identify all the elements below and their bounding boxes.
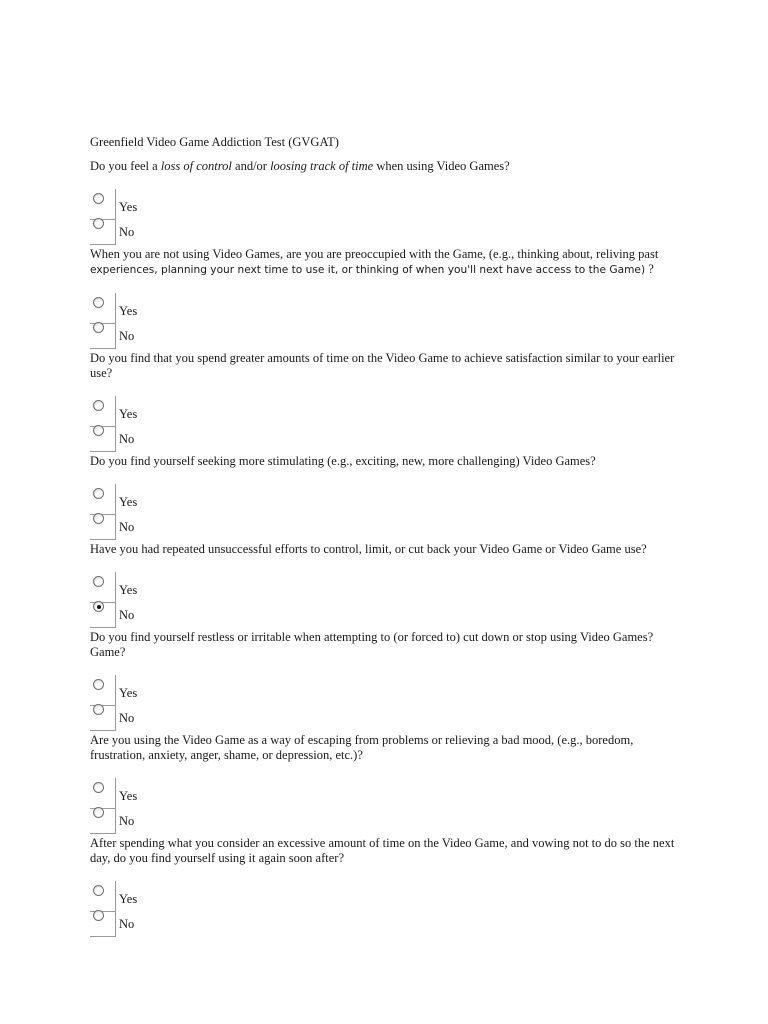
option-label: Yes <box>119 304 138 318</box>
radio-yes-button[interactable] <box>93 488 104 499</box>
radio-no-button[interactable] <box>93 322 104 333</box>
radio-yes-button[interactable] <box>93 576 104 587</box>
question-text <box>90 351 680 381</box>
question-fragment: experiences, planning your next time to use it, or thinking of when you'll next have access to the Game) <box>90 264 646 276</box>
option-no <box>90 429 680 454</box>
option-label: Yes <box>119 686 138 700</box>
option-yes <box>90 580 680 605</box>
option-label: No <box>119 814 135 828</box>
question-text <box>90 630 680 660</box>
question-list <box>90 159 680 939</box>
question-text <box>90 836 680 866</box>
option-yes <box>90 889 680 914</box>
option-label: Yes <box>119 583 138 597</box>
option-no <box>90 517 680 542</box>
option-no <box>90 222 680 247</box>
question-text <box>90 454 680 469</box>
question-fragment: After spending what you consider an excessive amount of time on the Video Game, and vowing not to do so the next day, do you find yourself using it again soon after? <box>90 836 675 865</box>
question-fragment: Are you using the Video Game as a way of escaping from problems or relieving a bad mood, (e.g., boredom, frustration, anxiety, anger, shame, or depression, etc.)? <box>90 733 634 762</box>
option-label: Yes <box>119 200 138 214</box>
answer-options <box>90 197 680 247</box>
radio-cell <box>90 906 116 937</box>
question-block <box>90 351 680 454</box>
option-label: Yes <box>119 892 138 906</box>
option-yes <box>90 404 680 429</box>
question-fragment: when using Video Games? <box>373 159 510 173</box>
question-text <box>90 159 680 174</box>
survey-page <box>90 135 680 939</box>
radio-cell <box>90 803 116 834</box>
question-fragment: When you are not using Video Games, are you are preoccupied with the Game, (e.g., thinking about, reliving past <box>90 247 659 261</box>
question-fragment: Do you find yourself seeking more stimulating (e.g., exciting, new, more challenging) Video Games? <box>90 454 596 468</box>
option-yes <box>90 197 680 222</box>
option-no <box>90 811 680 836</box>
option-label: No <box>119 711 135 725</box>
answer-options <box>90 492 680 542</box>
radio-yes-button[interactable] <box>93 400 104 411</box>
question-text <box>90 247 680 278</box>
option-label: Yes <box>119 495 138 509</box>
answer-options <box>90 683 680 733</box>
option-yes <box>90 492 680 517</box>
question-text <box>90 733 680 763</box>
radio-yes-button[interactable] <box>93 782 104 793</box>
option-label: No <box>119 608 135 622</box>
question-fragment: Do you feel a <box>90 159 161 173</box>
radio-cell <box>90 700 116 731</box>
question-text <box>90 542 680 557</box>
question-block <box>90 247 680 351</box>
option-label: No <box>119 329 135 343</box>
page-title: Greenfield Video Game Addiction Test (GVGAT) <box>90 135 339 149</box>
question-block <box>90 454 680 542</box>
radio-no-button[interactable] <box>93 601 104 612</box>
radio-yes-button[interactable] <box>93 679 104 690</box>
question-fragment: ? <box>645 262 654 276</box>
question-block <box>90 630 680 733</box>
option-yes <box>90 683 680 708</box>
radio-no-button[interactable] <box>93 807 104 818</box>
option-no <box>90 708 680 733</box>
question-fragment: Have you had repeated unsuccessful efforts to control, limit, or cut back your Video Game or Video Game use? <box>90 542 647 556</box>
radio-cell <box>90 318 116 349</box>
option-label: No <box>119 520 135 534</box>
radio-no-button[interactable] <box>93 513 104 524</box>
option-no <box>90 914 680 939</box>
radio-no-button[interactable] <box>93 704 104 715</box>
radio-cell <box>90 214 116 245</box>
radio-no-button[interactable] <box>93 910 104 921</box>
answer-options <box>90 786 680 836</box>
question-emphasis: loss of control <box>160 159 232 173</box>
radio-cell <box>90 597 116 628</box>
question-block <box>90 836 680 939</box>
question-block <box>90 733 680 836</box>
radio-cell <box>90 421 116 452</box>
option-no <box>90 605 680 630</box>
answer-options <box>90 580 680 630</box>
option-no <box>90 326 680 351</box>
question-fragment: Do you find yourself restless or irritable when attempting to (or forced to) cut down or stop using Video Games? Game? <box>90 630 654 659</box>
question-block <box>90 542 680 630</box>
answer-options <box>90 404 680 454</box>
radio-no-button[interactable] <box>93 218 104 229</box>
radio-no-button[interactable] <box>93 425 104 436</box>
question-block <box>90 159 680 247</box>
question-fragment: and/or <box>231 159 271 173</box>
question-fragment: Do you find that you spend greater amounts of time on the Video Game to achieve satisfaction similar to your earlier use? <box>90 351 675 380</box>
radio-cell <box>90 509 116 540</box>
option-label: Yes <box>119 407 138 421</box>
radio-yes-button[interactable] <box>93 193 104 204</box>
option-yes <box>90 301 680 326</box>
radio-yes-button[interactable] <box>93 885 104 896</box>
option-yes <box>90 786 680 811</box>
answer-options <box>90 889 680 939</box>
option-label: No <box>119 225 135 239</box>
question-emphasis: loosing track of time <box>270 159 374 173</box>
radio-yes-button[interactable] <box>93 297 104 308</box>
option-label: No <box>119 432 135 446</box>
option-label: No <box>119 917 135 931</box>
answer-options <box>90 301 680 351</box>
option-label: Yes <box>119 789 138 803</box>
